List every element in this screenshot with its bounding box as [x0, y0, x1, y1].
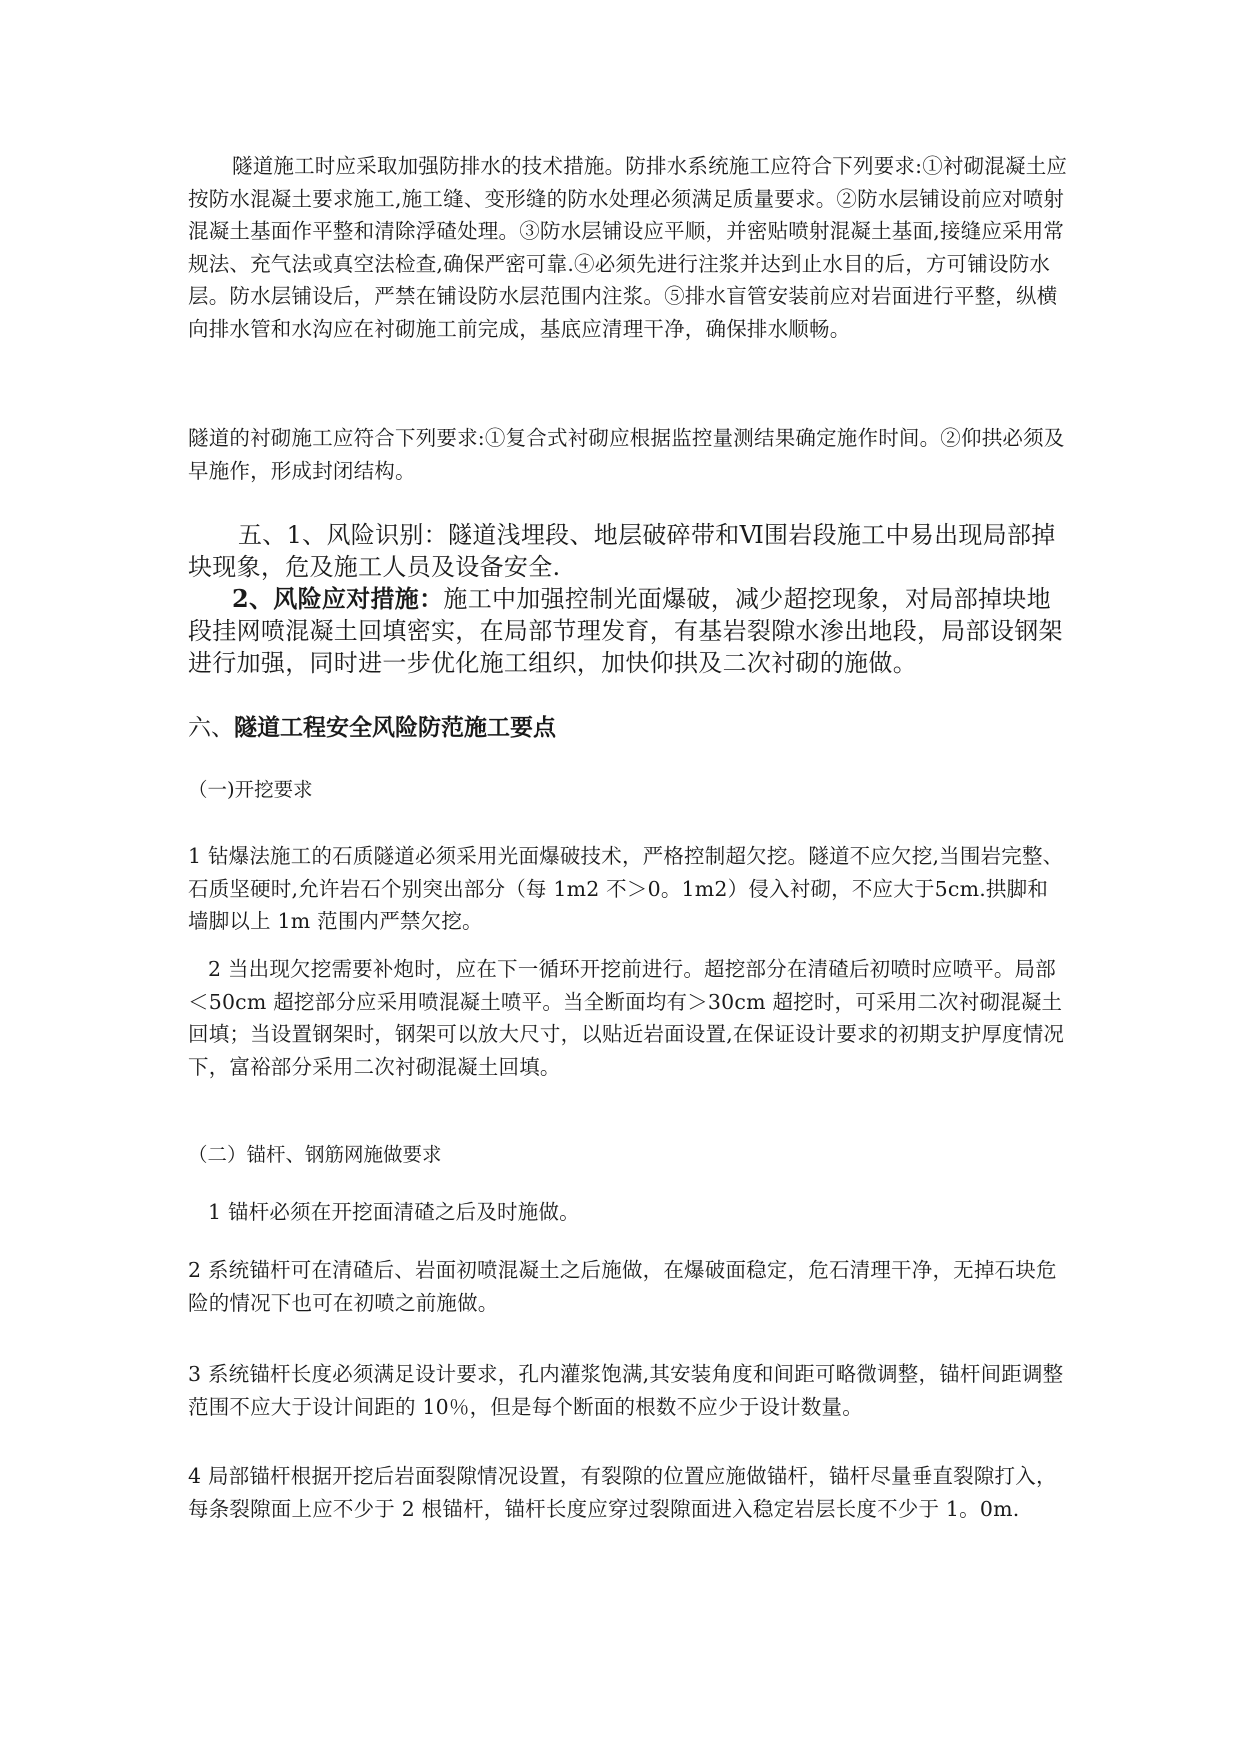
paragraph-excavation-2-text: 2 当出现欠挖需要补炮时，应在下一循环开挖前进行。超挖部分在清碴后初喷时应喷平。局部＜50cm 超挖部分应采用喷混凝土喷平。当全断面均有＞30cm 超挖时，可采用二次衬砌混凝土回填；当设置钢架时，钢架可以放大尺寸，以贴近岩面设置,在保证设计要求的初期支护厚度情况下，富裕部分采用二次衬砌混凝土回填。	[188, 957, 1065, 1079]
section-heading-text: 隧道工程安全风险防范施工要点	[234, 714, 556, 741]
risk-measures-text: 施工中加强控制光面爆破，减少超挖现象，对局部掉块地段挂网喷混凝土回填密实，在局部节理发育，有基岩裂隙水渗出地段，局部设钢架进行加强，同时进一步优化施工组织，加快仰拱及二次衬砌的施做。	[188, 585, 1063, 677]
paragraph-anchor-1	[188, 1196, 1068, 1229]
paragraph-anchor-4: 4 局部锚杆根据开挖后岩面裂隙情况设置，有裂隙的位置应施做锚杆，锚杆尽量垂直裂隙打入，每条裂隙面上应不少于 2 根锚杆，锚杆长度应穿过裂隙面进入稳定岩层长度不少于 1。0m.	[188, 1464, 1057, 1521]
paragraph-waterproofing	[188, 150, 1068, 345]
section-heading-prefix: 六、	[188, 715, 234, 741]
paragraph-anchor-3: 3 系统锚杆长度必须满足设计要求，孔内灌浆饱满,其安装角度和间距可略微调整，锚杆间距调整范围不应大于设计间距的 10％，但是每个断面的根数不应少于设计数量。	[188, 1362, 1064, 1419]
subheading-anchor: （二）锚杆、钢筋网施做要求	[188, 1143, 442, 1166]
paragraph-waterproofing-text: 隧道施工时应采取加强防排水的技术措施。防排水系统施工应符合下列要求:①衬砌混凝土应按防水混凝土要求施工,施工缝、变形缝的防水处理必须满足质量要求。②防水层铺设前应对喷射混凝土基面作平整和清除浮碴处理。③防水层铺设应平顺，并密贴喷射混凝土基面,接缝应采用常规法、充气法或真空法检查,确保严密可靠.④必须先进行注浆并达到止水目的后，方可铺设防水层。防水层铺设后，严禁在铺设防水层范围内注浆。⑤排水盲管安装前应对岩面进行平整，纵横向排水管和水沟应在衬砌施工前完成，基底应清理干净，确保排水顺畅。	[188, 154, 1068, 341]
risk-measures-label: 2、风险应对措施：	[232, 584, 444, 613]
paragraph-anchor-2: 2 系统锚杆可在清碴后、岩面初喷混凝土之后施做，在爆破面稳定，危石清理干净，无掉石块危险的情况下也可在初喷之前施做。	[188, 1258, 1057, 1315]
paragraph-anchor-1-text: 1 锚杆必须在开挖面清碴之后及时施做。	[208, 1200, 580, 1224]
paragraph-risk-measures	[188, 583, 1068, 679]
paragraph-risk-identification	[188, 519, 1068, 583]
paragraph-lining: 隧道的衬砌施工应符合下列要求:①复合式衬砌应根据监控量测结果确定施作时间。②仰拱必须及早施作，形成封闭结构。	[188, 426, 1065, 483]
paragraph-excavation-1: 1 钻爆法施工的石质隧道必须采用光面爆破技术，严格控制超欠挖。隧道不应欠挖,当围岩完整、石质坚硬时,允许岩石个别突出部分（每 1m2 不＞0。1m2）侵入衬砌，不应大于5cm.拱脚和墙脚以上 1m 范围内严禁欠挖。	[188, 844, 1064, 933]
section-heading-six	[188, 712, 1068, 744]
risk-identification-text: 五、1、风险识别：隧道浅埋段、地层破碎带和Ⅵ围岩段施工中易出现局部掉块现象，危及施工人员及设备安全.	[188, 521, 1056, 581]
paragraph-excavation-2	[188, 953, 1068, 1083]
subheading-excavation: （一)开挖要求	[188, 778, 313, 801]
